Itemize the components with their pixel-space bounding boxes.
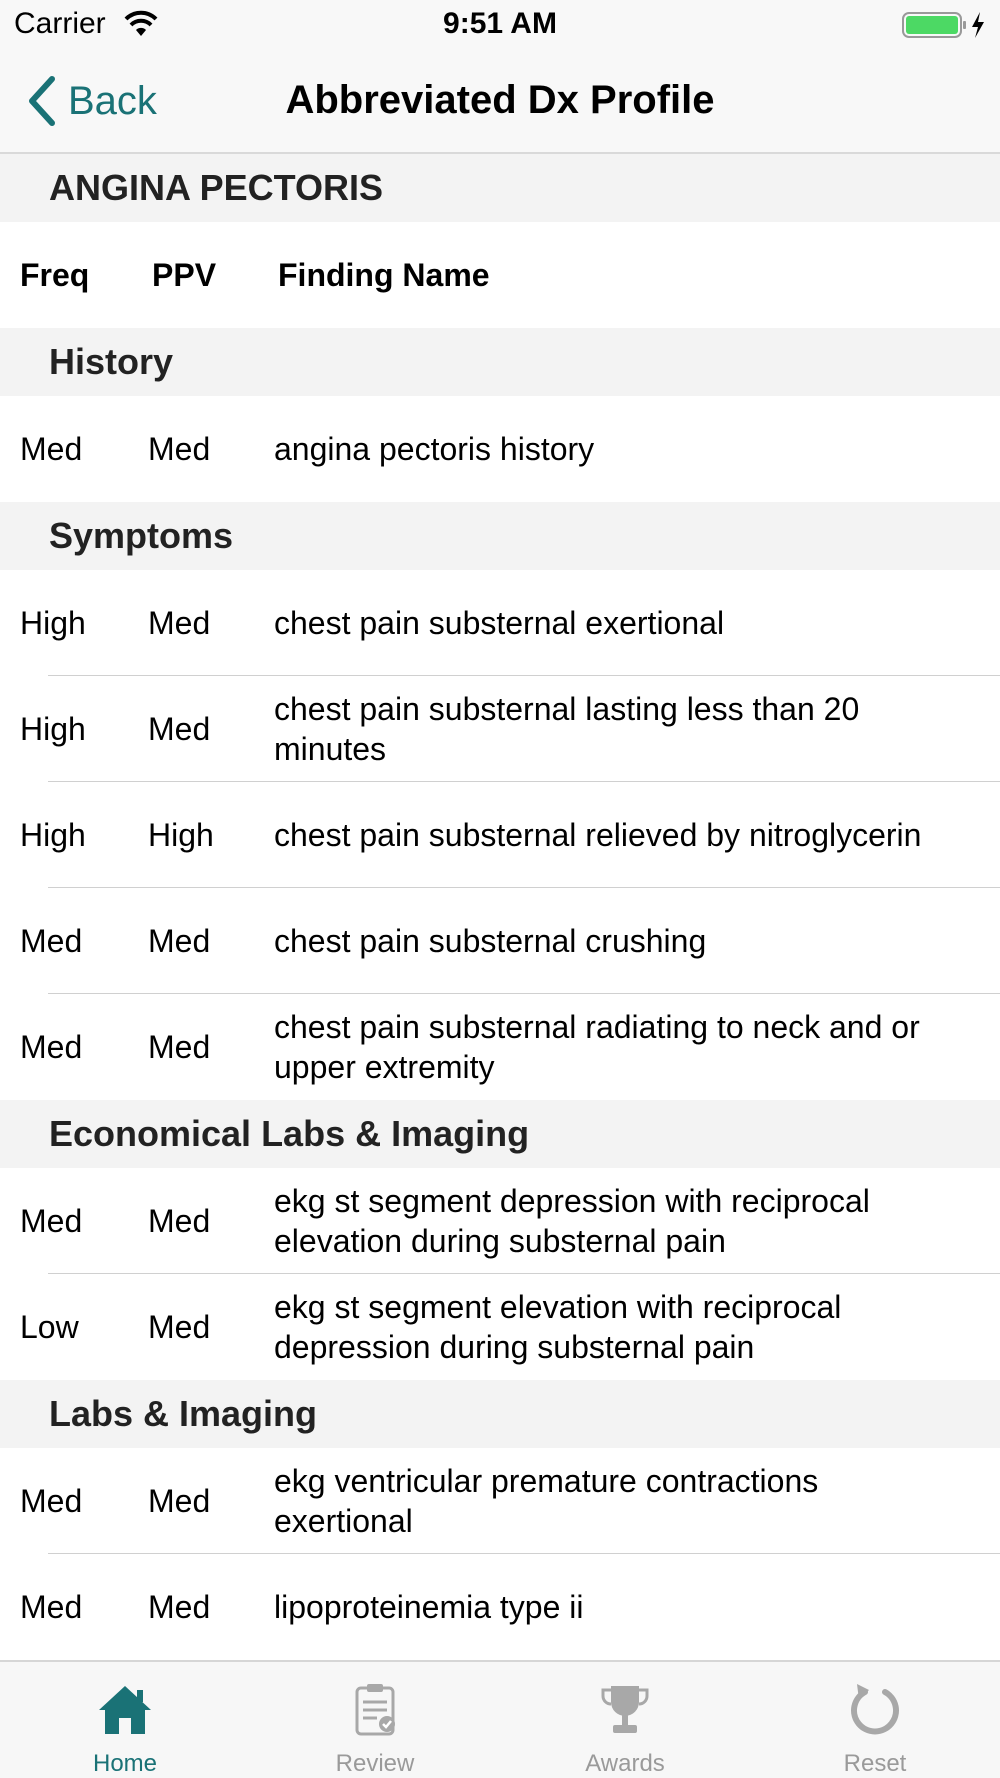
freq-value: Low (20, 1308, 79, 1345)
finding-name: angina pectoris history (274, 431, 595, 467)
carrier-label: Carrier (14, 7, 106, 40)
table-row[interactable] (0, 1274, 1000, 1380)
clipboard-icon (345, 1680, 405, 1740)
tab-label-awards: Awards (585, 1750, 665, 1777)
status-time: 9:51 AM (443, 7, 557, 40)
section-header-symptoms: Symptoms (0, 502, 1000, 570)
finding-name: chest pain substernal exertional (274, 605, 725, 641)
column-header-ppv: PPV (152, 256, 217, 293)
ppv-value: Med (148, 1588, 211, 1625)
table-row[interactable] (0, 1554, 1000, 1660)
freq-value: Med (20, 1202, 83, 1239)
freq-value: High (20, 604, 86, 641)
navigation-bar (0, 50, 1000, 154)
ppv-value: Med (148, 430, 211, 467)
ppv-value: Med (148, 1028, 211, 1065)
back-label: Back (68, 78, 157, 123)
tab-review[interactable] (250, 1662, 500, 1778)
ppv-value: Med (148, 1202, 211, 1239)
table-row[interactable] (0, 570, 1000, 676)
tab-awards[interactable] (500, 1662, 750, 1778)
page-title: Abbreviated Dx Profile (285, 78, 715, 122)
finding-name: chest pain substernal radiating to neck and or upper extremity (274, 1009, 920, 1085)
table-row[interactable] (0, 1168, 1000, 1274)
section-header-history: History (0, 328, 1000, 396)
table-row[interactable] (0, 994, 1000, 1100)
table-row[interactable] (0, 782, 1000, 888)
freq-value: Med (20, 922, 83, 959)
tab-home[interactable] (0, 1662, 250, 1778)
freq-value: Med (20, 430, 83, 467)
profile-table[interactable] (0, 154, 1000, 1660)
column-header-row (0, 222, 1000, 328)
trophy-icon (595, 1680, 655, 1740)
column-header-finding-name: Finding Name (278, 257, 490, 293)
tab-bar (0, 1660, 1000, 1778)
freq-value: Med (20, 1588, 83, 1625)
ppv-value: Med (148, 710, 211, 747)
freq-value: Med (20, 1028, 83, 1065)
finding-name: lipoproteinemia type ii (274, 1589, 584, 1625)
ppv-value: Med (148, 604, 211, 641)
ppv-value: Med (148, 1482, 211, 1519)
table-row[interactable] (0, 1448, 1000, 1554)
ppv-value: Med (148, 1308, 211, 1345)
freq-value: Med (20, 1482, 83, 1519)
table-row[interactable] (0, 676, 1000, 782)
status-bar (0, 0, 1000, 50)
freq-value: High (20, 710, 86, 747)
reset-icon (845, 1680, 905, 1740)
diagnosis-title: ANGINA PECTORIS (0, 154, 1000, 222)
tab-label-home: Home (92, 1750, 158, 1777)
finding-name: chest pain substernal crushing (274, 923, 707, 959)
table-row[interactable] (0, 396, 1000, 502)
battery-icon (902, 10, 992, 40)
ppv-value: Med (148, 922, 211, 959)
tab-label-review: Review (335, 1750, 415, 1777)
finding-name: chest pain substernal lasting less than 20 minutes (274, 691, 860, 767)
finding-name: ekg st segment depression with reciprocal elevation during substernal pain (274, 1183, 870, 1259)
finding-name: ekg st segment elevation with reciprocal depression during substernal pain (274, 1289, 842, 1365)
finding-name: chest pain substernal relieved by nitroglycerin (274, 817, 922, 853)
ppv-value: High (148, 816, 214, 853)
tab-reset[interactable] (750, 1662, 1000, 1778)
table-row[interactable] (0, 888, 1000, 994)
finding-name: ekg ventricular premature contractions exertional (274, 1463, 819, 1539)
tab-label-reset: Reset (843, 1750, 907, 1777)
home-icon (95, 1680, 155, 1740)
section-header-labs-imaging: Labs & Imaging (0, 1380, 1000, 1448)
freq-value: High (20, 816, 86, 853)
section-header-economical-labs-imaging: Economical Labs & Imaging (0, 1100, 1000, 1168)
column-header-freq: Freq (20, 256, 90, 293)
